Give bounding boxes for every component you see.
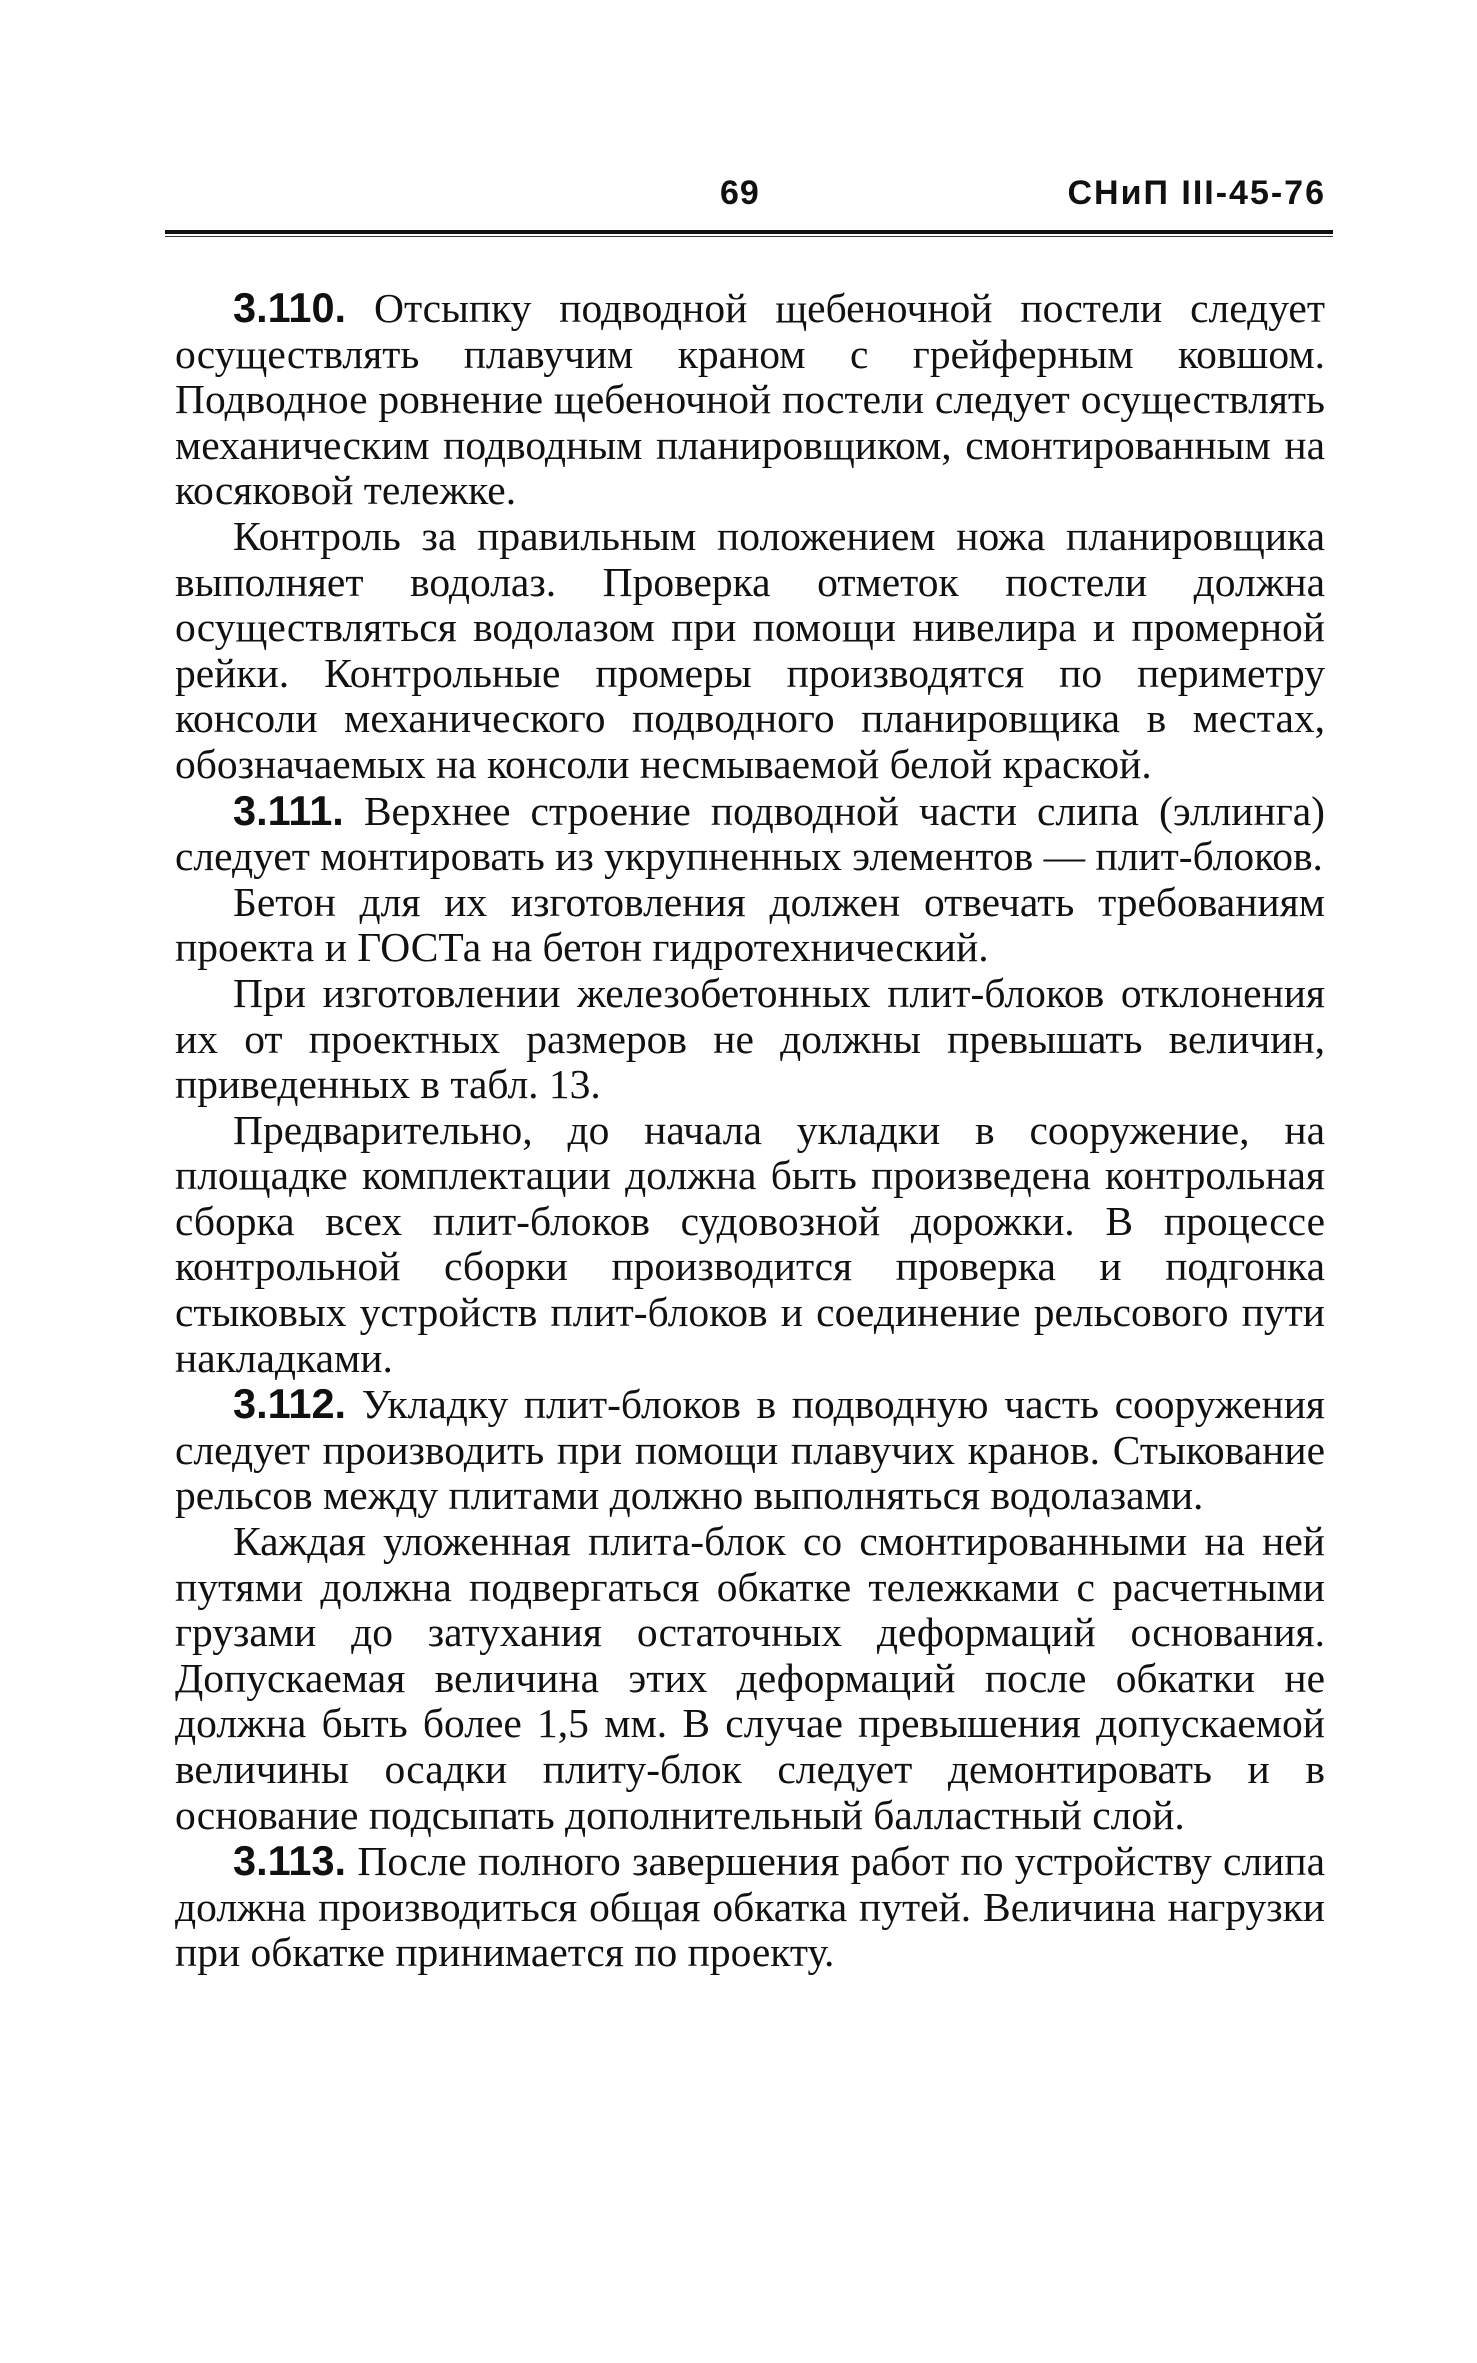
paragraph-text: Контроль за правильным положением ножа планировщика выполняет водолаз. Проверка отметок постели должна осуществляться водолазом при помощи нивелира и промерной рейки. Контрольные промеры производятся по периметру консоли механического подводного планировщика в местах, обозначаемых на консоли несмываемой белой краской. xyxy=(175,512,1325,787)
paragraph-rolling-test xyxy=(175,1519,1325,1838)
paragraph-text: Укладку плит-блоков в подводную часть сооружения следует производить при помощи плавучих кранов. Стыкование рельсов между плитами должно выполняться водолазами. xyxy=(175,1381,1325,1519)
clause-number: 3.113. xyxy=(233,1837,347,1885)
paragraph-text: Предварительно, до начала укладки в сооружение, на площадке комплектации должна быть произведена контрольная сборка всех плит-блоков судовозной дорожки. В процессе контрольной сборки производится проверка и подгонка стыковых устройств плит-блоков и соединение рельсового пути накладками. xyxy=(175,1106,1325,1381)
paragraph-control xyxy=(175,514,1325,788)
paragraph-text: Верхнее строение подводной части слипа (эллинга) следует монтировать из укрупненных элементов — плит-блоков. xyxy=(175,787,1325,880)
document-code: СНиП III-45-76 xyxy=(1067,174,1326,212)
paragraph-text: Отсыпку подводной щебеночной постели следует осуществлять плавучим краном с грейферным ковшом. Подводное ровнение щебеночной постели следует осуществлять механическим подводным планировщиком, смонтированным на косяковой тележке. xyxy=(175,285,1325,514)
paragraph-text: Каждая уложенная плита-блок со смонтированными на ней путями должна подвергаться обкатке тележками с расчетными грузами до затухания остаточных деформаций основания. Допускаемая величина этих деформаций после обкатки не должна быть более 1,5 мм. В случае превышения допускаемой величины осадки плиту-блок следует демонтировать и в основание подсыпать дополнительный балластный слой. xyxy=(175,1518,1325,1838)
page-number: 69 xyxy=(720,174,760,212)
page-header xyxy=(172,174,1326,234)
paragraph-3-111 xyxy=(175,788,1325,880)
clause-number: 3.110. xyxy=(233,284,347,331)
paragraph-text: Бетон для их изготовления должен отвечать требованиям проекта и ГОСТа на бетон гидротехнический. xyxy=(175,878,1325,971)
header-divider xyxy=(165,230,1333,237)
clause-number: 3.111. xyxy=(233,786,344,834)
paragraph-3-112 xyxy=(175,1381,1325,1519)
paragraph-concrete xyxy=(175,880,1325,971)
paragraph-3-110 xyxy=(175,285,1325,514)
clause-number: 3.112. xyxy=(233,1380,347,1428)
paragraph-manufacturing xyxy=(175,971,1325,1108)
document-body xyxy=(175,285,1325,1976)
paragraph-text: После полного завершения работ по устройству слипа должна производиться общая обкатка путей. Величина нагрузки при обкатке принимается по проекту. xyxy=(175,1838,1326,1976)
paragraph-text: При изготовлении железобетонных плит-блоков отклонения их от проектных размеров не должны превышать величин, приведенных в табл. 13. xyxy=(175,969,1325,1108)
paragraph-preassembly xyxy=(175,1108,1325,1382)
paragraph-3-113 xyxy=(175,1838,1325,1976)
